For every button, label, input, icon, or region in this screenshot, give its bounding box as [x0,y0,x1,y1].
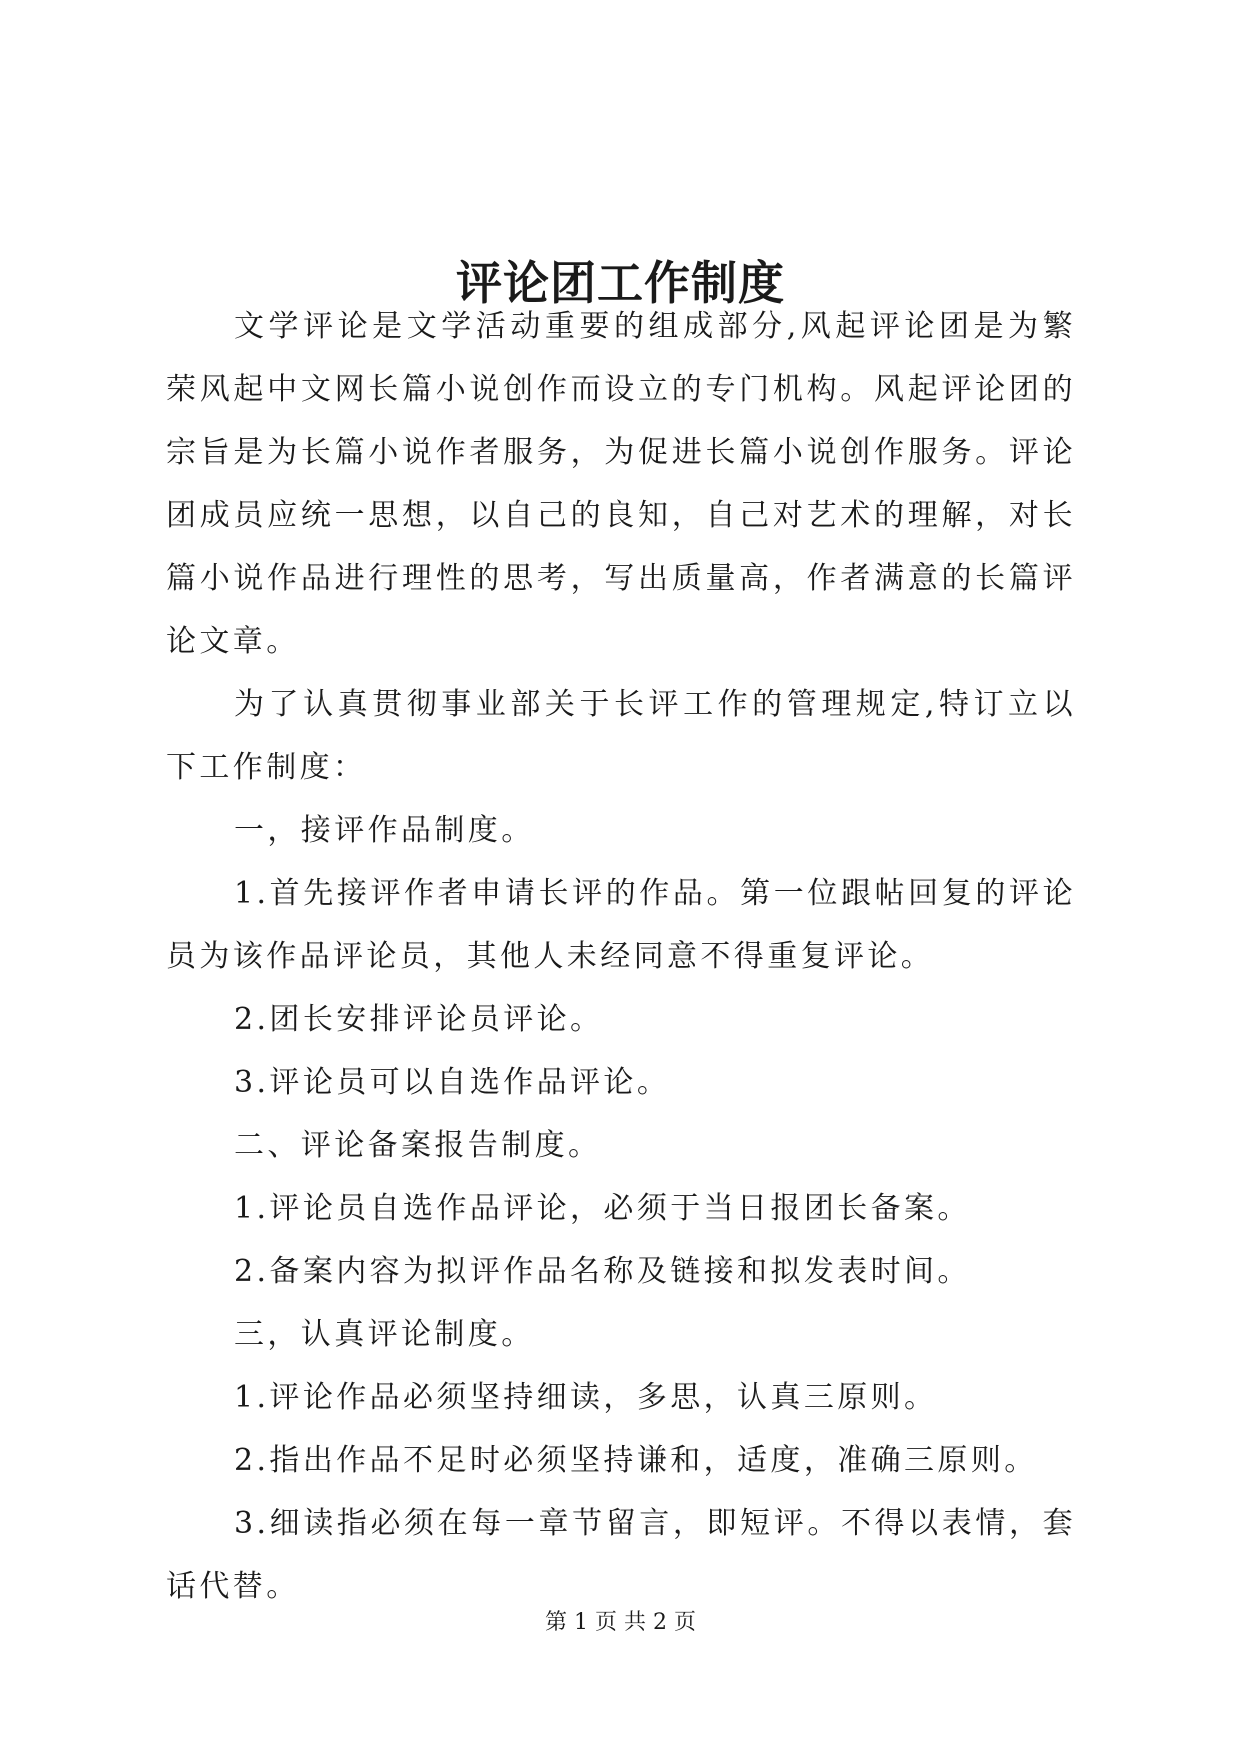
paragraph-purpose: 为了认真贯彻事业部关于长评工作的管理规定,特订立以下工作制度： [166,687,1076,785]
section-heading-2: 二、评论备案报告制度。 [234,1128,602,1163]
list-item: 3.细读指必须在每一章节留言，即短评。不得以表情，套话代替。 [166,1506,1076,1604]
list-item: 2.团长安排评论员评论。 [234,1002,604,1037]
list-item: 3.评论员可以自选作品评论。 [234,1065,671,1100]
section-heading-3: 三，认真评论制度。 [234,1317,535,1352]
paragraph-intro: 文学评论是文学活动重要的组成部分,风起评论团是为繁荣风起中文网长篇小说创作而设立的专门机构。风起评论团的宗旨是为长篇小说作者服务，为促进长篇小说创作服务。评论团成员应统一思想，以自己的良知，自己对艺术的理解，对长篇小说作品进行理性的思考，写出质量高，作者满意的长篇评论文章。 [166,309,1076,659]
list-item: 2.指出作品不足时必须坚持谦和，适度，准确三原则。 [234,1443,1038,1478]
list-item: 1.评论作品必须坚持细读，多思，认真三原则。 [234,1380,938,1415]
section-heading-1: 一，接评作品制度。 [234,813,535,848]
document-body [166,295,1076,1618]
list-item: 1.评论员自选作品评论，必须于当日报团长备案。 [234,1191,971,1226]
list-item: 2.备案内容为拟评作品名称及链接和拟发表时间。 [234,1254,971,1289]
page-footer: 第 1 页 共 2 页 [545,1610,696,1635]
document-title: 评论团工作制度 [456,255,785,310]
list-item: 1.首先接评作者申请长评的作品。第一位跟帖回复的评论员为该作品评论员，其他人未经同意不得重复评论。 [166,876,1076,974]
